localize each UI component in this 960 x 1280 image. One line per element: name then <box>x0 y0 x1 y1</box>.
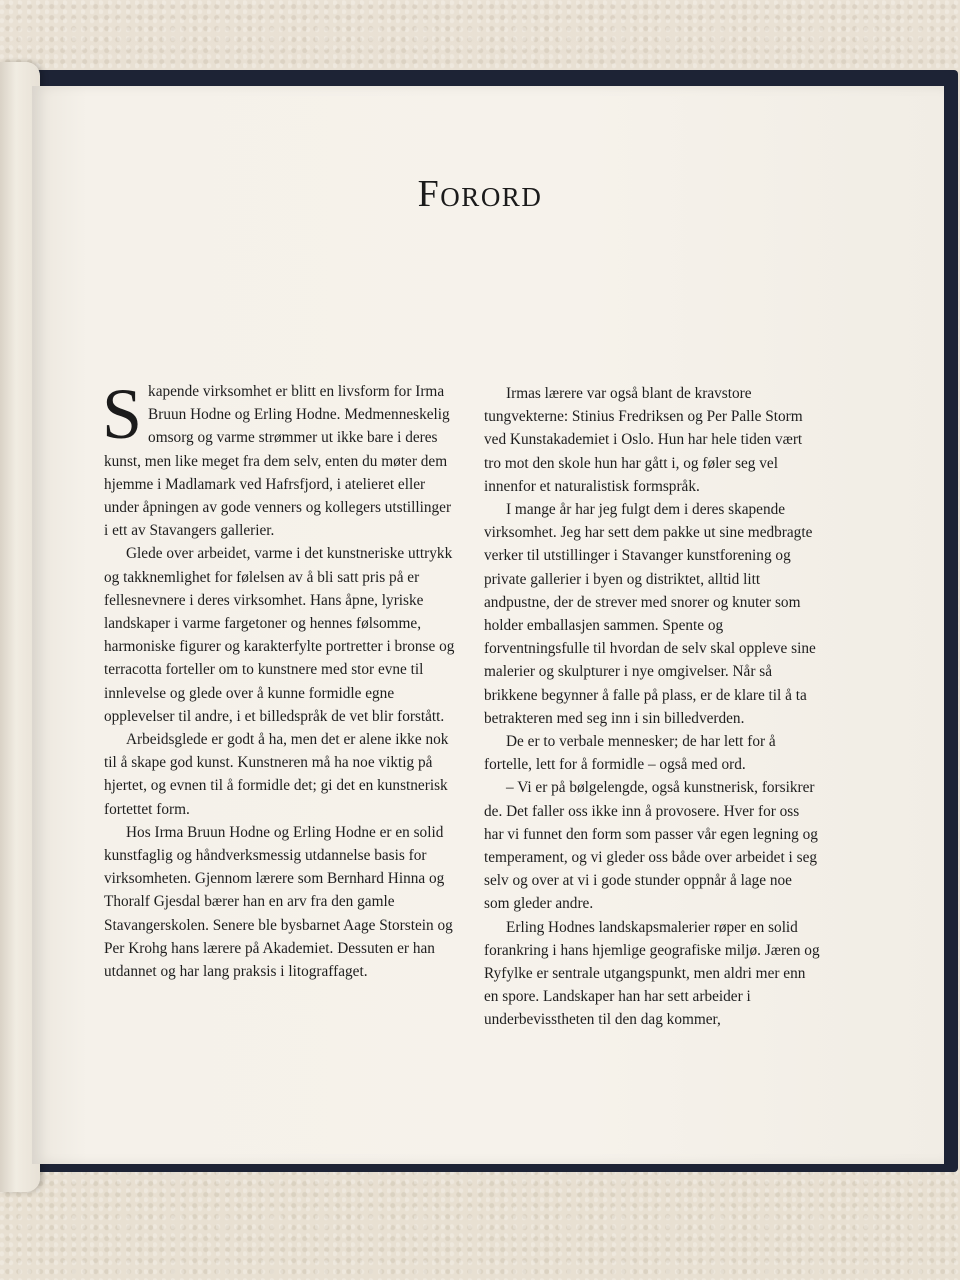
page-title <box>0 172 960 216</box>
paragraph: Hos Irma Bruun Hodne og Erling Hodne er en solid kunstfaglig og håndverksmessig utdannelse basis for virksomheten. Gjennom lærere som Bernhard Hinna og Thoralf Gjesdal bærer han en arv fra den gamle Stavangerskolen. Senere ble bysbarnet Aage Storstein og Per Krohg hans lærere på Akademiet. Dessuten er han utdannet og har lang praksis i litograffaget. <box>104 823 453 981</box>
paragraph: I mange år har jeg fulgt dem i deres skapende virksomhet. Jeg har sett dem pakke ut sine medbragte verker til utstillinger i Stavanger kunstforening og private gallerier i byen og distriktet, alltid litt andpustne, der de strever med snorer og knuter som holder emballasjen sammen. Spente og forventningsfulle til hvordan de selv skal oppleve sine malerier og skulpturer i nye omgivelser. Når så brikkene begynner å falle på plass, er de klare til å ta betrakteren med seg inn i sin billedverden. <box>484 501 816 727</box>
drop-cap: S <box>102 374 143 454</box>
paragraph: – Vi er på bølgelengde, også kunstnerisk, forsikrer de. Det faller oss ikke inn å provosere. Hver for oss har vi funnet den form som passer vår egen legning og temperament, og vi gleder oss både over arbeidet i seg selv og over at vi i gode stunder oppnår å lage noe som gleder andre. <box>484 779 818 913</box>
right-column <box>484 382 820 1032</box>
left-column <box>102 374 459 983</box>
paragraph: Glede over arbeidet, varme i det kunstneriske uttrykk og takknemlighet for følelsen av å bli satt pris på er fellesnevnere i deres virksomhet. Hans åpne, lyriske landskaper i varme fargetoner og hennes følsomme, harmoniske figurer og karakterfylte portretter i bronse og terracotta forteller om to kunstnere med stor evne til innlevelse og glede over å kunne formidle egne opplevelser til andre, i et billedspråk de vet blir forstått. <box>104 545 455 725</box>
paragraph: Irmas lærere var også blant de kravstore tungvekterne: Stinius Fredriksen og Per Palle Storm ved Kunstakademiet i Oslo. Hun har hele tiden vært tro mot den skole hun har gått i, og føler seg vel innenfor et naturalistisk formspråk. <box>484 385 803 495</box>
paragraph: Arbeidsglede er godt å ha, men det er alene ikke nok til å skape god kunst. Kunstneren må ha noe viktig på hjertet, og evnen til å formidle det; gi det en kunstnerisk fortettet form. <box>104 731 449 818</box>
paragraph-text: kapende virksomhet er blitt en livsform for Irma Bruun Hodne og Erling Hodne. Medmenneskelig omsorg og varme strømmer ut ikke bare i deres kunst, men like meget fra dem selv, enten du møter dem hjemme i Madlamark ved Hafrsfjord, i atelieret eller under åpningen av gode venners og kollegers utstillinger i ett av Stavangers gallerier. <box>104 383 452 540</box>
page-title-text: Forord <box>417 173 543 215</box>
paragraph: De er to verbale mennesker; de har lett for å fortelle, lett for å formidle – også med ord. <box>484 733 776 774</box>
paragraph: Erling Hodnes landskapsmalerier røper en solid forankring i hans hjemlige geografiske miljø. Jæren og Ryfylke er sentrale utgangspunkt, men aldri mer enn en spore. Landskaper han har sett arbeider i underbevisstheten til den dag kommer, <box>484 918 820 1029</box>
paragraph <box>102 374 459 542</box>
